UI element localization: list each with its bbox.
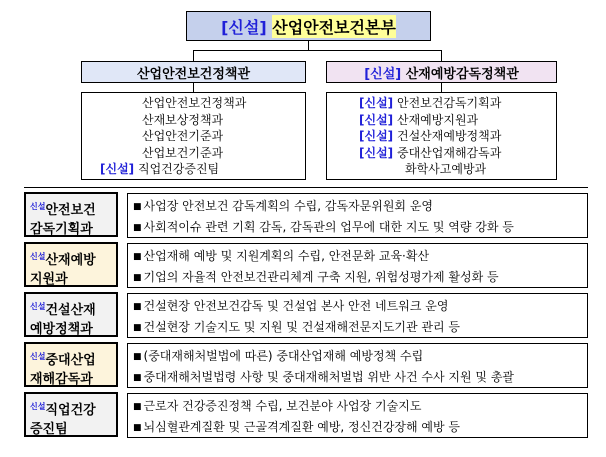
unit-label-safety-inspection-planning: $^{신설}$안전보건 감독기획과 — [24, 192, 118, 237]
connector-hq-down — [308, 41, 309, 50]
duty-item: ■ 사회적이슈 관련 기획 감독, 감독관의 업무에 대한 지도 및 역량 강화 등 — [133, 220, 514, 234]
duty-item: ■ 건설현장 기술지도 및 지원 및 건설재해전문지도기관 관리 등 — [133, 320, 461, 334]
connector-right-office-down — [441, 83, 442, 92]
section-divider — [24, 187, 588, 188]
duty-item: ■ 건설현장 안전보건감독 및 건설업 본사 안전 네트워크 운영 — [133, 299, 449, 313]
division-item: 산업안전보건정책과 — [142, 96, 247, 110]
headquarters-box — [186, 11, 431, 41]
connector-horizontal — [193, 50, 441, 51]
unit-label-serious-accident-inspection: $^{신설}$중대산업 재해감독과 — [24, 342, 118, 387]
connector-right-down — [441, 50, 442, 61]
new-tag: [신설] — [364, 66, 402, 82]
unit-duties-construction-accident-prevention — [127, 293, 588, 338]
square-bullet-icon: ■ — [133, 373, 142, 383]
division-item: [신설] 중대산업재해감독과 — [359, 145, 502, 160]
division-list-right — [326, 92, 557, 180]
division-item: [신설] 산재예방지원과 — [359, 112, 479, 127]
division-item: [신설] 안전보건감독기획과 — [359, 96, 502, 110]
duty-item: ■ 중대재해처벌법령 사항 및 중대재해처벌법 위반 사건 수사 지원 및 총괄 — [133, 370, 515, 384]
unit-duties-occupational-health-promotion — [127, 393, 588, 438]
duty-item: ■ 뇌심혈관계질환 및 근골격계질환 예방, 정신건강장해 예방 등 — [133, 420, 461, 434]
division-item: [신설] 건설산재예방정책과 — [359, 129, 502, 144]
new-tag: [신설] — [100, 162, 135, 177]
headquarters-name: 산업안전보건본부 — [272, 15, 396, 38]
office-accident-prevention-supervision — [326, 61, 557, 83]
division-item: 산업보건기준과 — [142, 145, 224, 160]
division-item: 산업안전기준과 — [142, 129, 224, 144]
unit-label-accident-prevention-support: $^{신설}$산재예방 지원과 — [24, 242, 118, 287]
division-item: 화학사고예방과 — [405, 162, 487, 177]
new-tag: [신설] — [359, 129, 394, 144]
office-name: 산재예방감독정책관 — [405, 66, 519, 82]
connector-left-office-down — [193, 83, 194, 92]
square-bullet-icon: ■ — [133, 302, 142, 312]
duty-item: ■ 근로자 건강증진정책 수립, 보건분야 사업장 기술지도 — [133, 399, 422, 413]
duty-item: ■ (중대재해처벌법에 따른) 중대산업재해 예방정책 수립 — [133, 349, 424, 363]
unit-label-occupational-health-promotion: $^{신설}$직업건강 증진팀 — [24, 392, 118, 437]
new-tag: 신설 — [30, 202, 46, 211]
square-bullet-icon: ■ — [133, 273, 142, 283]
new-tag: [신설] — [359, 96, 394, 110]
division-list-left — [81, 92, 306, 180]
new-tag: 신설 — [30, 352, 46, 361]
square-bullet-icon: ■ — [133, 202, 142, 212]
duty-item: ■ 사업장 안전보건 감독계획의 수립, 감독자문위원회 운영 — [133, 199, 434, 213]
duty-item: ■ 기업의 자율적 안전보건관리체계 구축 지원, 위험성평가제 활성화 등 — [133, 270, 499, 284]
new-tag: [신설] — [221, 17, 267, 37]
office-name: 산업안전보건정책관 — [136, 66, 251, 82]
unit-duties-accident-prevention-support — [127, 243, 588, 288]
office-safety-health-policy — [81, 61, 306, 83]
square-bullet-icon: ■ — [133, 352, 142, 362]
square-bullet-icon: ■ — [133, 402, 142, 412]
unit-label-construction-accident-prevention: $^{신설}$건설산재 예방정책과 — [24, 292, 118, 337]
duty-item: ■ 산업재해 예방 및 지원계획의 수립, 안전문화 교육·확산 — [133, 249, 430, 263]
new-tag: 신설 — [30, 252, 46, 261]
new-tag: [신설] — [359, 145, 394, 160]
new-tag: [신설] — [359, 112, 394, 127]
division-item: 산재보상정책과 — [142, 112, 224, 127]
division-item: [신설] 직업건강증진팀 — [100, 162, 220, 177]
new-tag: 신설 — [30, 402, 46, 411]
unit-duties-serious-accident-inspection — [127, 343, 588, 388]
square-bullet-icon: ■ — [133, 223, 142, 233]
connector-left-down — [193, 50, 194, 61]
unit-duties-safety-inspection-planning — [127, 193, 588, 238]
square-bullet-icon: ■ — [133, 423, 142, 433]
square-bullet-icon: ■ — [133, 323, 142, 333]
square-bullet-icon: ■ — [133, 252, 142, 262]
new-tag: 신설 — [30, 302, 46, 311]
